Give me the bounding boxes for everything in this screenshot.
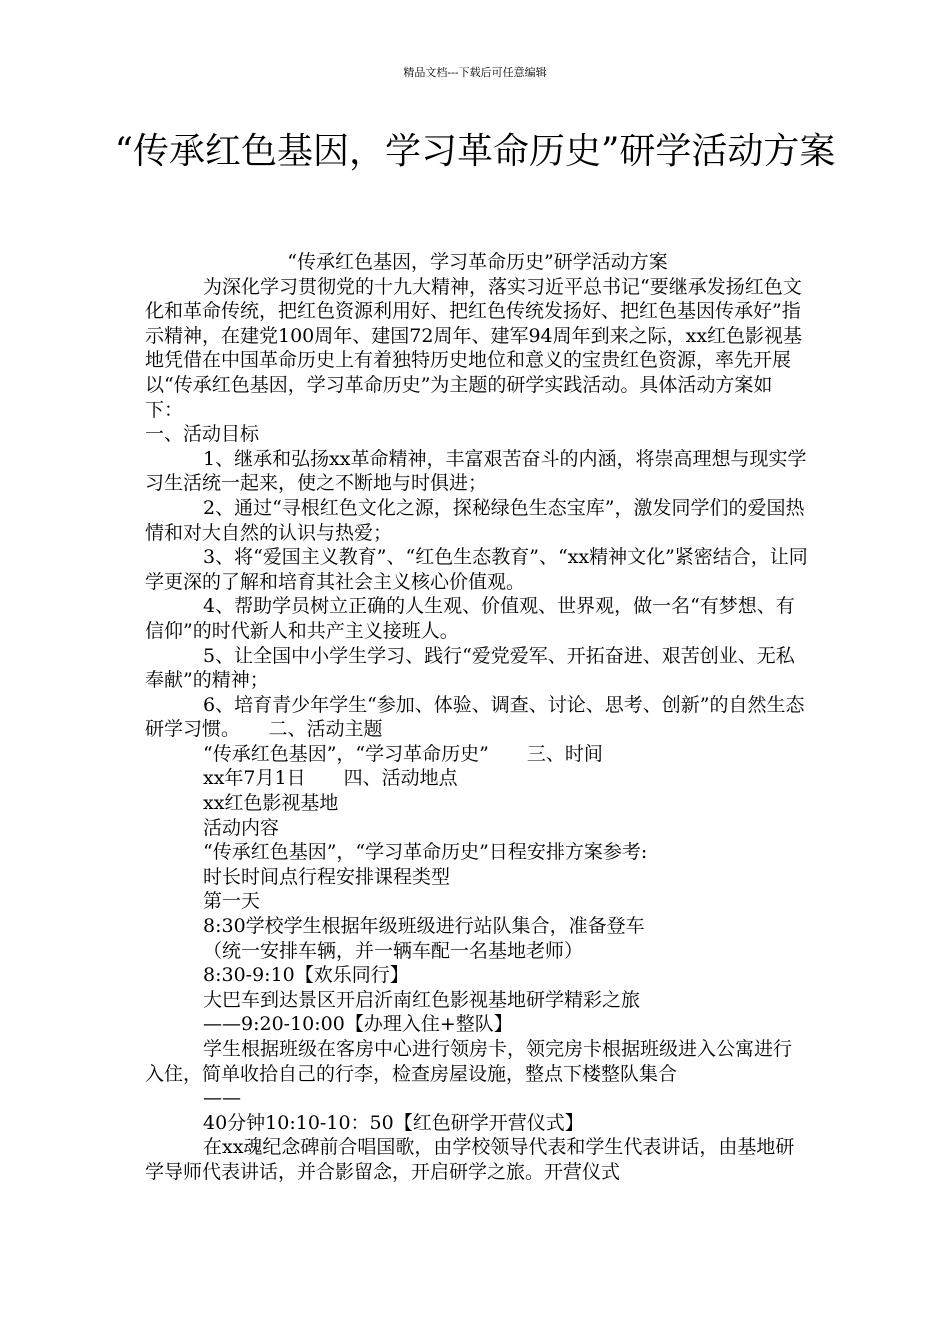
paragraph: 活动内容	[203, 816, 280, 839]
paragraph: xx红色影视基地	[203, 792, 339, 815]
paragraph: “传承红色基因”，“学习革命历史” 三、时间	[203, 742, 603, 765]
document-title: “传承红色基因，学习革命历史”研学活动方案	[114, 131, 836, 172]
paragraph: ——9:20-10:00【办理入住+整队】	[203, 1013, 513, 1036]
paragraph: “传承红色基因”，“学习革命历史”日程安排方案参考:	[203, 841, 648, 864]
paragraph: 一、活动目标	[145, 423, 260, 446]
paragraph: 5、让全国中小学生学习、践行“爱党爱军、开拓奋进、艰苦创业、无私奉献”的精神；	[145, 644, 795, 692]
document-body	[145, 250, 810, 1185]
page-header: 精品文档---下载后可任意编辑	[403, 66, 547, 79]
paragraph: xx年7月1日 四、活动地点	[203, 767, 458, 790]
paragraph: 2、通过“寻根红色文化之源，探秘绿色生态宝库”，激发同学们的爱国热情和对大自然的认识与热爱；	[145, 496, 805, 544]
paragraph: 学生根据班级在客房中心进行领房卡，领完房卡根据班级进入公寓进行入住，简单收拾自己的行李，检查房屋设施，整点下楼整队集合	[145, 1038, 793, 1085]
paragraph: （统一安排车辆，并一辆车配一名基地老师）	[203, 939, 584, 962]
paragraph: 时长时间点行程安排课程类型	[203, 865, 451, 888]
paragraph: 4、帮助学员树立正确的人生观、价值观、世界观，做一名“有梦想、有信仰”的时代新人和共产主义接班人。	[145, 595, 795, 642]
paragraph: 第一天	[203, 890, 261, 913]
paragraph: 6、培育青少年学生“参加、体验、调查、讨论、思考、创新”的自然生态研学习惯。 二、活动主题	[145, 693, 805, 741]
paragraph: 为深化学习贯彻党的十九大精神，落实习近平总书记“要继承发扬红色文化和革命传统，把红色资源利用好、把红色传统发扬好、把红色基因传承好”指示精神，在建党100周年、建国72周年、建军94周年到来之际，xx红色影视基地凭借在中国革命历史上有着独特历史地位和意义的宝贵红色资源，率先开展以“传承红色基因，学习革命历史”为主题的研学实践活动。具体活动方案如下：	[145, 275, 803, 421]
paragraph: “传承红色基因，学习革命历史”研学活动方案	[287, 251, 668, 273]
paragraph: 8:30-9:10【欢乐同行】	[203, 964, 409, 987]
paragraph: 40分钟10:10-10：50【红色研学开营仪式】	[203, 1111, 584, 1134]
paragraph: 1、继承和弘扬xx革命精神，丰富艰苦奋斗的内涵，将崇高理想与现实学习生活统一起来，使之不断地与时俱进；	[145, 447, 807, 495]
paragraph: 在xx魂纪念碑前合唱国歌，由学校领导代表和学生代表讲话，由基地研学导师代表讲话，并合影留念，开启研学之旅。开营仪式	[145, 1136, 795, 1183]
paragraph: 大巴车到达景区开启沂南红色影视基地研学精彩之旅	[203, 988, 641, 1011]
paragraph: ——	[203, 1087, 241, 1110]
paragraph: 8:30学校学生根据年级班级进行站队集合，准备登车	[203, 915, 645, 938]
paragraph: 3、将“爱国主义教育”、“红色生态教育”、“xx精神文化”紧密结合，让同学更深的了解和培育其社会主义核心价值观。	[145, 546, 808, 593]
